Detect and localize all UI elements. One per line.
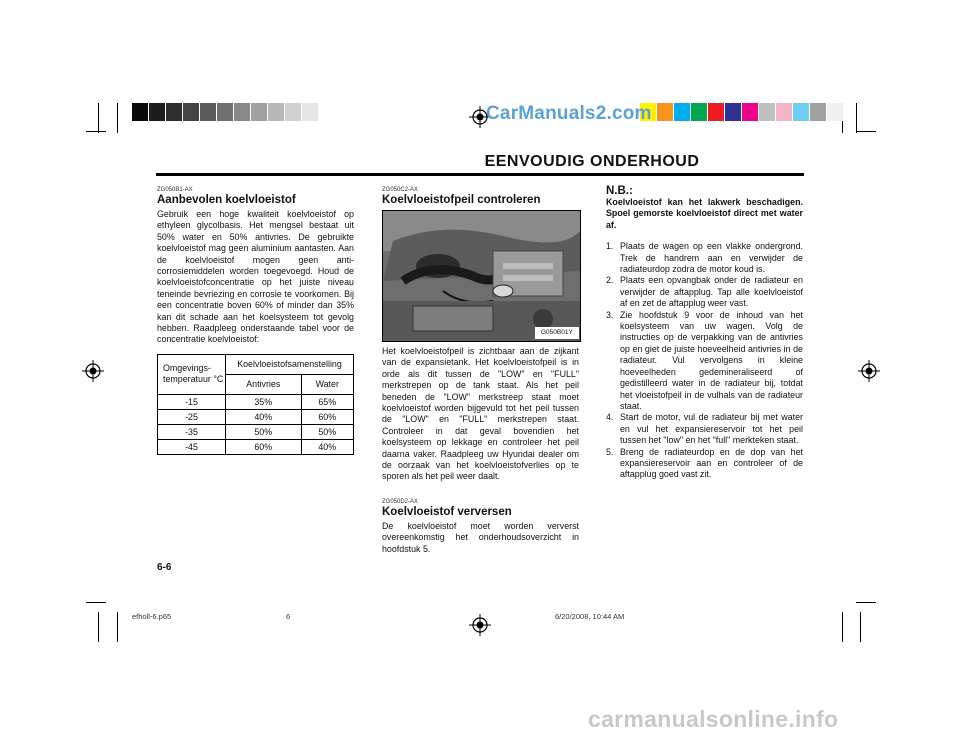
page-number: 6-6 [157, 562, 172, 573]
crop-mark [98, 103, 99, 133]
section-code: ZG050C2-AX [382, 187, 419, 193]
table-cell: 60% [301, 409, 353, 424]
section-check-coolant-level [382, 187, 579, 555]
footer-filename: efholl-6.p65 [132, 612, 172, 621]
engine-bay-illustration [383, 211, 580, 341]
footer-page: 6 [286, 612, 291, 621]
color-swatch [217, 103, 234, 121]
crop-mark [856, 103, 857, 133]
table-header-temperature: Omgevings- temperatuur °C [158, 354, 226, 394]
crop-mark [860, 612, 861, 642]
section-text: De koelvloeistof moet worden ververst overeenkomstig het onderhoudsoverzicht in hoofdstuk 5. [382, 520, 579, 554]
table-cell: -45 [158, 439, 226, 454]
page-header-title: EENVOUDIG ONDERHOUD [484, 153, 700, 170]
table-cell: -35 [158, 424, 226, 439]
crop-mark [842, 612, 843, 642]
crop-mark [86, 131, 106, 132]
list-item: 5. Breng de radiateurdop en de dop van het expansiereservoir aan en controleer of de aftapplug goed vast zit. [606, 446, 803, 480]
crop-mark [856, 602, 876, 603]
table-cell: 65% [301, 394, 353, 409]
table-cell: 40% [226, 409, 302, 424]
table-cell: 50% [226, 424, 302, 439]
table-cell: 40% [301, 439, 353, 454]
section-title: Koelvloeistof verversen [382, 505, 512, 518]
color-swatch [302, 103, 319, 121]
registration-mark-icon [82, 360, 104, 382]
color-swatch [810, 103, 827, 121]
list-item: 4. Start de motor, vul de radiateur bij met water en vul het expansiereservoir tot het peil tussen het "low" en het "full" merkteken staat. [606, 412, 803, 446]
table-header-water: Water [301, 374, 353, 394]
color-swatch [708, 103, 725, 121]
section-code: ZG050D2-AX [382, 498, 419, 505]
footer-datetime: 6/20/2008, 10:44 AM [555, 612, 625, 621]
color-swatch [776, 103, 793, 121]
color-swatch [149, 103, 166, 121]
color-swatch [234, 103, 251, 121]
table-header-antifreeze: Antivries [226, 374, 302, 394]
crop-mark [117, 103, 118, 133]
note-warning: Koelvloeistof kan het lakwerk beschadigen. Spoel gemorste koelvloeistof direct met water af. [606, 197, 803, 230]
table-cell: 50% [301, 424, 353, 439]
section-code: ZG050B1-AX [157, 187, 193, 193]
color-swatch [725, 103, 742, 121]
list-item: 1. Plaats de wagen op een vlakke ondergrond. Trek de handrem aan en verwijder de radiateurdop zodra de motor koud is. [606, 241, 803, 275]
section-title: Koelvloeistofpeil controleren [382, 194, 541, 206]
table-cell: 35% [226, 394, 302, 409]
color-swatch [674, 103, 691, 121]
site-logo[interactable]: CarManuals2.com [486, 103, 652, 124]
table-cell: -25 [158, 409, 226, 424]
color-swatch [132, 103, 149, 121]
color-swatch [759, 103, 776, 121]
color-swatch [827, 103, 844, 121]
registration-mark-icon [858, 360, 880, 382]
color-swatch [657, 103, 674, 121]
color-swatch [183, 103, 200, 121]
image-label: G050B01Y [541, 329, 573, 336]
section-text: Het koelvloeistofpeil is zichtbaar aan de zijkant van de expansietank. Het koelvloeistofpeil is in orde als dit tussen de "LOW" en "FULL" merkstrepen op de tank staat. Als het peil beneden de "LOW" merkstreep staat moet koelvloeistof worden bijgevuld tot het peil tussen de "LOW" en "FULL" merkstrepen staat. Controleer in dat geval bovendien het koelsysteem op lekkage en controleer het peil daarna vaker. Raadpleeg uw Hyundai dealer om de oorzaak van het koelvloeistofverlies op te sporen als het peil weer daalt. [382, 346, 579, 482]
registration-mark-icon [469, 614, 491, 636]
color-swatch [285, 103, 302, 121]
table-cell: 60% [226, 439, 302, 454]
process-color-bar [640, 103, 844, 121]
table-header-mix: Koelvloeistofsamenstelling [226, 354, 354, 374]
steps-list [606, 241, 803, 481]
grayscale-color-bar [132, 103, 319, 121]
table-cell: -15 [158, 394, 226, 409]
crop-mark [86, 602, 106, 603]
section-text: Gebruik een hoge kwaliteit koelvloeistof op ethyleen glycolbasis. Het mengsel bestaat uit 50% water en 50% antivries. De gebruikte koelvloeistof mag geen aluminium aantasten. Aan de koelvloeistof mogen geen anti-corrosiemiddelen worden toegevoegd. Houd de koelvloeistofconcentratie op het juiste niveau teneinde bevriezing en corrosie te voorkomen. Bij een concentratie boven 60% of minder dan 35% kan dit schade aan het koelsysteem tot gevolg hebben. Raadpleeg onderstaande tabel voor de concentratie koelvloeistof: [157, 209, 354, 345]
engine-bay-photo [382, 210, 581, 342]
color-swatch [200, 103, 217, 121]
note-title: N.B.: [606, 185, 633, 197]
color-swatch [268, 103, 285, 121]
crop-mark [117, 612, 118, 642]
color-swatch [793, 103, 810, 121]
section-note [606, 185, 803, 481]
crop-mark [98, 612, 99, 642]
header-rule [156, 173, 804, 176]
color-swatch [251, 103, 268, 121]
coolant-table [157, 354, 354, 455]
color-swatch [691, 103, 708, 121]
list-item: 3. Zie hoofdstuk 9 voor de inhoud van het koelsysteem van uw wagen. Volg de instructies op de verpakking van de antivries op en giet de juiste hoeveelheid antivries in de radiateur. Vul vervolgens in kleine hoeveelheden gedemineraliseerd of gedistilleerd water in de radiateur bij, totdat het vloeistofpeil in de vulhals van de radiateur staat. [606, 309, 803, 411]
color-swatch [742, 103, 759, 121]
section-recommended-coolant [157, 187, 354, 455]
color-swatch [166, 103, 183, 121]
crop-mark [856, 131, 876, 132]
list-item: 2. Plaats een opvangbak onder de radiateur en verwijder de aftapplug. Tap alle koelvloeistof af en zet de aftapplug weer vast. [606, 275, 803, 309]
watermark: carmanualsonline.info [588, 706, 839, 732]
section-title: Aanbevolen koelvloeistof [157, 194, 296, 206]
